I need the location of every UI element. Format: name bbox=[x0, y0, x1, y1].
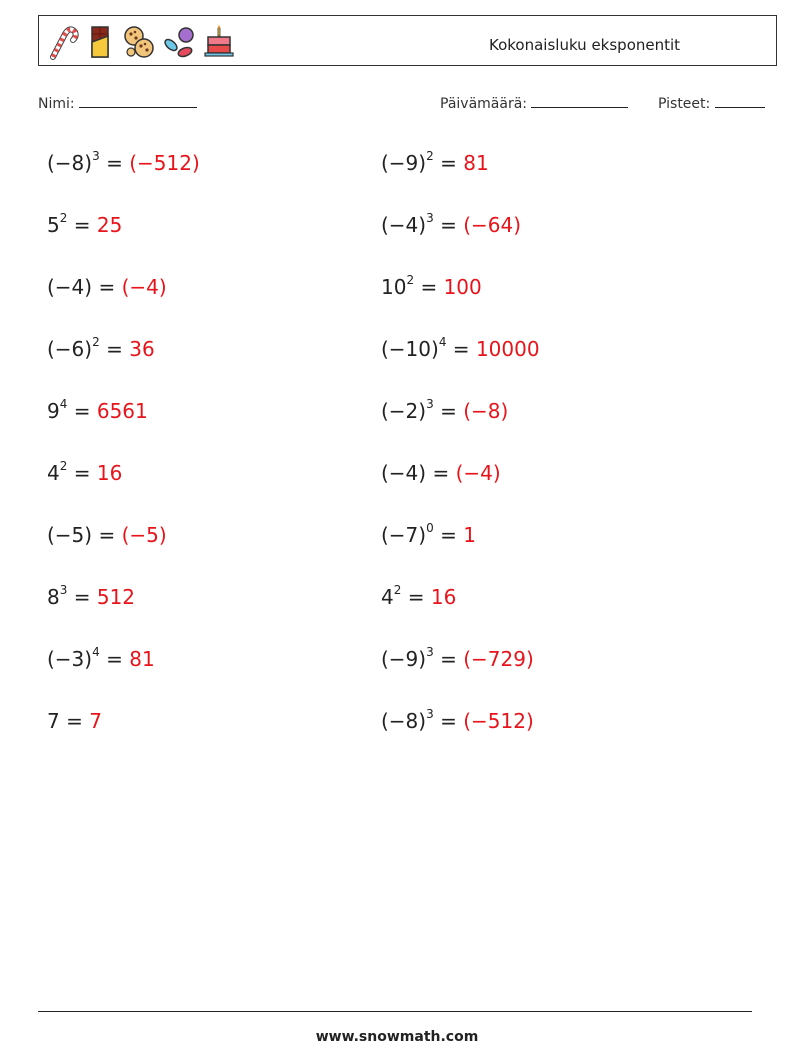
equals-sign: = bbox=[433, 151, 464, 175]
equals-sign: = bbox=[67, 461, 97, 485]
problem-base: 4 bbox=[381, 585, 394, 609]
problem-item bbox=[381, 337, 540, 361]
problem-base: (−4) bbox=[381, 461, 427, 485]
problem-base: (−4) bbox=[47, 275, 93, 299]
score-line[interactable] bbox=[715, 93, 765, 108]
equals-sign: = bbox=[433, 399, 464, 423]
equals-sign: = bbox=[433, 213, 464, 237]
equals-sign: = bbox=[92, 523, 122, 547]
problem-exponent: 3 bbox=[92, 149, 100, 164]
problem-answer: 512 bbox=[96, 585, 136, 609]
problem-item bbox=[381, 151, 489, 175]
problem-answer: 81 bbox=[129, 647, 155, 671]
problem-exponent: 2 bbox=[393, 583, 402, 598]
date-line[interactable] bbox=[531, 93, 628, 108]
problem-item bbox=[381, 275, 482, 299]
problem-base: 4 bbox=[47, 461, 60, 485]
problem-item bbox=[47, 151, 200, 175]
problem-answer: 100 bbox=[443, 275, 482, 299]
problem-answer: (−512) bbox=[129, 151, 200, 175]
equals-sign: = bbox=[446, 337, 476, 361]
problem-item bbox=[47, 337, 155, 361]
problem-answer: (−512) bbox=[463, 709, 534, 733]
problem-item bbox=[47, 523, 167, 547]
problem-answer: (−5) bbox=[121, 523, 167, 547]
equals-sign: = bbox=[67, 585, 97, 609]
problem-exponent: 3 bbox=[426, 645, 434, 660]
problem-exponent: 2 bbox=[59, 459, 68, 474]
problem-item bbox=[381, 399, 508, 423]
worksheet-header bbox=[38, 15, 777, 66]
equals-sign: = bbox=[433, 647, 464, 671]
birthday-cake-icon bbox=[201, 24, 237, 60]
problem-item bbox=[381, 709, 534, 733]
problem-base: (−9) bbox=[381, 151, 427, 175]
equals-sign: = bbox=[99, 337, 130, 361]
problem-base: (−8) bbox=[47, 151, 93, 175]
problem-base: (−2) bbox=[381, 399, 427, 423]
problem-answer: 36 bbox=[129, 337, 155, 361]
problem-exponent: 0 bbox=[426, 521, 434, 536]
problem-answer: (−4) bbox=[121, 275, 167, 299]
candy-cane-icon bbox=[45, 24, 79, 60]
score-field[interactable] bbox=[658, 93, 765, 112]
problem-base: 8 bbox=[47, 585, 60, 609]
problem-exponent: 3 bbox=[426, 707, 434, 722]
problem-answer: (−729) bbox=[463, 647, 534, 671]
problem-base: 10 bbox=[381, 275, 407, 299]
header-icons bbox=[45, 22, 237, 62]
problem-answer: 25 bbox=[96, 213, 123, 237]
problem-item bbox=[47, 647, 155, 671]
problem-answer: (−8) bbox=[463, 399, 509, 423]
name-label: Nimi: bbox=[38, 96, 75, 112]
equals-sign: = bbox=[92, 275, 122, 299]
problem-answer: 81 bbox=[463, 151, 489, 175]
problem-exponent: 3 bbox=[59, 583, 68, 598]
problem-answer: 6561 bbox=[96, 399, 148, 423]
candies-icon bbox=[161, 24, 197, 60]
problem-exponent: 2 bbox=[92, 335, 100, 350]
problem-item bbox=[47, 585, 135, 609]
name-line[interactable] bbox=[79, 93, 197, 108]
problem-item bbox=[381, 647, 534, 671]
problem-item bbox=[381, 585, 456, 609]
problem-answer: 16 bbox=[430, 585, 457, 609]
problem-base: 9 bbox=[47, 399, 60, 423]
problem-answer: 7 bbox=[89, 709, 102, 733]
problem-exponent: 4 bbox=[92, 645, 100, 660]
name-field[interactable] bbox=[38, 93, 197, 112]
problem-base: 7 bbox=[47, 709, 60, 733]
equals-sign: = bbox=[99, 151, 130, 175]
problem-base: (−4) bbox=[381, 213, 427, 237]
problem-base: (−10) bbox=[381, 337, 439, 361]
problem-exponent: 4 bbox=[59, 397, 68, 412]
footer-divider bbox=[38, 1011, 752, 1012]
problem-exponent: 4 bbox=[438, 335, 447, 350]
equals-sign: = bbox=[433, 709, 464, 733]
date-label: Päivämäärä: bbox=[440, 96, 527, 112]
footer-url: www.snowmath.com bbox=[315, 1029, 479, 1045]
problem-item bbox=[47, 461, 122, 485]
problem-base: (−6) bbox=[47, 337, 93, 361]
problem-exponent: 3 bbox=[426, 397, 434, 412]
problem-answer: (−4) bbox=[455, 461, 501, 485]
problem-item bbox=[47, 399, 148, 423]
problem-exponent: 3 bbox=[426, 211, 434, 226]
equals-sign: = bbox=[433, 523, 464, 547]
cookies-icon bbox=[121, 24, 157, 60]
equals-sign: = bbox=[426, 461, 456, 485]
problem-answer: 1 bbox=[463, 523, 476, 547]
problem-answer: 16 bbox=[96, 461, 123, 485]
equals-sign: = bbox=[99, 647, 130, 671]
problem-item bbox=[381, 461, 501, 485]
worksheet-title: Kokonaisluku eksponentit bbox=[489, 36, 681, 54]
problem-answer: (−64) bbox=[463, 213, 522, 237]
problem-base: (−5) bbox=[47, 523, 93, 547]
problem-item bbox=[381, 523, 476, 547]
date-field[interactable] bbox=[440, 93, 628, 112]
equals-sign: = bbox=[414, 275, 444, 299]
problem-item bbox=[47, 275, 167, 299]
problem-base: (−7) bbox=[381, 523, 427, 547]
problem-base: (−3) bbox=[47, 647, 93, 671]
problem-exponent: 2 bbox=[406, 273, 415, 288]
problem-exponent: 2 bbox=[59, 211, 68, 226]
chocolate-bar-icon bbox=[83, 24, 117, 60]
problem-answer: 10000 bbox=[475, 337, 540, 361]
problem-base: (−9) bbox=[381, 647, 427, 671]
problem-item bbox=[381, 213, 521, 237]
problem-exponent: 2 bbox=[426, 149, 434, 164]
problem-item bbox=[47, 709, 102, 733]
equals-sign: = bbox=[59, 709, 90, 733]
problem-item bbox=[47, 213, 122, 237]
problem-base: (−8) bbox=[381, 709, 427, 733]
equals-sign: = bbox=[401, 585, 431, 609]
equals-sign: = bbox=[67, 213, 97, 237]
problem-base: 5 bbox=[47, 213, 60, 237]
equals-sign: = bbox=[67, 399, 97, 423]
score-label: Pisteet: bbox=[658, 96, 711, 112]
